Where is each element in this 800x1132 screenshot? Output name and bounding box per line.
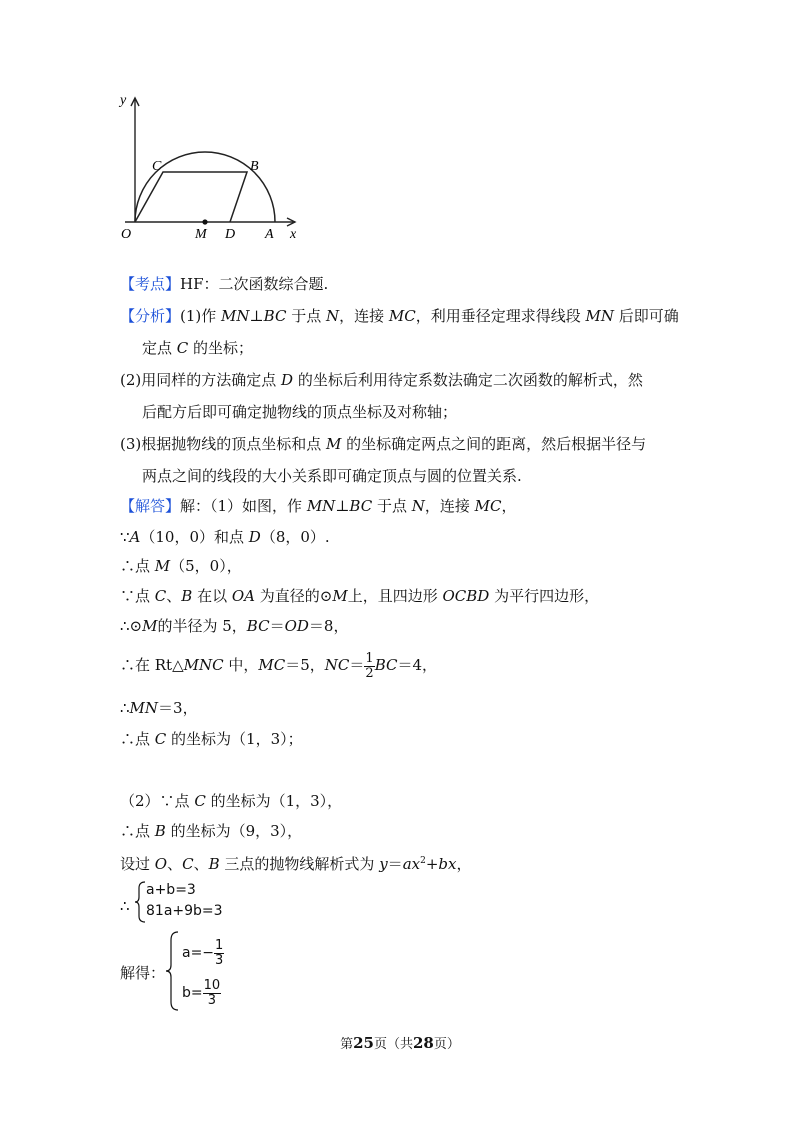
var: MNC xyxy=(183,656,224,674)
text: 的半径为 5， xyxy=(157,617,247,635)
label-m: M xyxy=(195,227,207,242)
label-c: C xyxy=(152,159,162,174)
var: BC xyxy=(263,307,287,325)
fenxi-line-4: 后配方后即可确定抛物线的顶点坐标及对称轴； xyxy=(142,403,458,421)
var: MC xyxy=(388,307,416,325)
var: M xyxy=(142,617,158,635)
text: (1)作 xyxy=(180,307,222,325)
jieda-line-5 xyxy=(120,616,348,636)
text: ∴点 xyxy=(120,822,155,840)
fenxi-tag: 【分析】 xyxy=(120,307,181,325)
text: 第 xyxy=(340,1037,354,1052)
text: 为直径的⊙ xyxy=(255,587,333,605)
label-a: A xyxy=(265,227,274,242)
brace-2 xyxy=(166,930,180,1012)
text: ＝5， xyxy=(285,656,325,674)
var: M xyxy=(332,587,348,605)
text: 的坐标后利用待定系数法确定二次函数的解析式，然 xyxy=(293,371,643,389)
text: 为平行四边形， xyxy=(489,587,600,605)
jieda-line-3 xyxy=(120,556,242,576)
var: ax xyxy=(402,855,421,873)
jieda-line-6 xyxy=(120,650,437,681)
equation-2: 81a+9b=3 xyxy=(146,903,223,919)
var: B xyxy=(208,855,220,873)
var: C xyxy=(182,855,194,873)
text: ，连接 xyxy=(339,307,389,325)
fenxi-line-2 xyxy=(142,338,253,358)
text: 的坐标为（9，3）， xyxy=(165,822,303,840)
var: A xyxy=(129,528,141,546)
var: OA xyxy=(231,587,255,605)
kaodian-text: HF：二次函数综合题. xyxy=(180,275,329,293)
solution-a xyxy=(182,936,224,970)
var: MC xyxy=(258,656,286,674)
jieda-line-1 xyxy=(120,496,517,516)
var: C xyxy=(194,792,206,810)
var: D xyxy=(248,528,261,546)
label-y: y xyxy=(120,93,127,108)
var: MN xyxy=(585,307,614,325)
text: + xyxy=(425,855,439,873)
var: BC xyxy=(349,497,373,515)
page-footer xyxy=(0,1033,800,1052)
parallelogram-ocbd xyxy=(135,172,247,222)
var: y xyxy=(379,855,388,873)
denominator: 3 xyxy=(207,992,217,1008)
fenxi-line-6: 两点之间的线段的大小关系即可确定顶点与圆的位置关系. xyxy=(142,467,522,485)
text: 解：（1）如图，作 xyxy=(180,497,307,515)
text: ∵点 xyxy=(120,587,155,605)
text: ∴在 Rt△ xyxy=(120,656,184,674)
var: O xyxy=(154,855,168,873)
var: MN xyxy=(129,699,159,717)
text: ＝8， xyxy=(308,617,349,635)
text: ∴ xyxy=(120,699,130,717)
var: N xyxy=(325,307,340,325)
text: 上，且四边形 xyxy=(347,587,443,605)
perp-symbol: ⊥ xyxy=(335,497,350,515)
var: OCBD xyxy=(442,587,490,605)
label-o: O xyxy=(121,227,132,242)
denominator: 2 xyxy=(365,665,374,681)
text: 的坐标为（1，3）； xyxy=(166,730,303,748)
var: MN xyxy=(306,497,336,515)
text: ∵ xyxy=(120,528,130,546)
text: ＝ xyxy=(349,656,365,674)
fraction-one-third xyxy=(214,939,224,968)
text: b= xyxy=(182,985,203,1001)
text: ＝ xyxy=(387,855,403,873)
var: M xyxy=(154,557,171,575)
text: ＝4， xyxy=(397,656,438,674)
var: N xyxy=(411,497,425,515)
superscript: 2 xyxy=(420,856,426,866)
text: ，连接 xyxy=(424,497,475,515)
text: a=− xyxy=(182,945,215,961)
var: OD xyxy=(284,617,309,635)
page-number: 25 xyxy=(353,1034,374,1052)
text: 的坐标为（1，3）， xyxy=(205,792,343,810)
text: 在以 xyxy=(192,587,232,605)
text: 于点 xyxy=(286,307,326,325)
text: 于点 xyxy=(372,497,412,515)
solve-label: 解得： xyxy=(120,964,166,982)
label-d: D xyxy=(225,227,236,242)
text: ∴点 xyxy=(120,730,155,748)
fraction-half xyxy=(364,652,374,681)
solution-b xyxy=(182,976,221,1010)
var: MC xyxy=(474,497,502,515)
jieda-line-2 xyxy=(120,527,330,547)
var: C xyxy=(154,730,167,748)
center-point-m xyxy=(202,219,207,224)
jieda-line-7 xyxy=(120,698,198,718)
total-pages: 28 xyxy=(413,1034,434,1052)
text: ∴⊙ xyxy=(120,617,143,635)
jieda-line-4 xyxy=(120,586,599,606)
text: 、 xyxy=(193,855,209,873)
text: 、 xyxy=(166,587,182,605)
semicircle-figure xyxy=(0,0,800,260)
fraction-ten-thirds xyxy=(203,979,222,1008)
text: ∴点 xyxy=(120,557,155,575)
jieda-line-8 xyxy=(120,729,303,749)
text: 后即可确 xyxy=(613,307,679,325)
jieda-line-9 xyxy=(120,791,342,811)
jieda-line-11 xyxy=(120,851,471,874)
text: ， xyxy=(456,855,472,873)
text: （2）∵点 xyxy=(120,792,195,810)
fenxi-line-5 xyxy=(120,434,646,454)
text: （8，0）. xyxy=(260,528,330,546)
denominator: 3 xyxy=(215,952,224,968)
text: 中， xyxy=(223,656,259,674)
var: B xyxy=(154,822,166,840)
fenxi-line-3 xyxy=(120,370,643,390)
var: BC xyxy=(374,656,398,674)
kaodian-tag: 【考点】 xyxy=(120,275,181,293)
text: 的坐标确定两点之间的距离，然后根据半径与 xyxy=(341,435,647,453)
text: （5，0）， xyxy=(170,557,242,575)
text: ＝ xyxy=(269,617,285,635)
text: （10，0）和点 xyxy=(140,528,249,546)
text: 页） xyxy=(433,1037,460,1052)
var: M xyxy=(326,435,342,453)
var: B xyxy=(181,587,193,605)
var: C xyxy=(154,587,167,605)
kaodian-line xyxy=(120,274,328,294)
numerator: 1 xyxy=(365,650,374,666)
text: ，利用垂径定理求得线段 xyxy=(415,307,586,325)
text: ， xyxy=(501,497,517,515)
label-b: B xyxy=(250,159,259,174)
numerator: 1 xyxy=(215,937,224,953)
var: C xyxy=(176,339,189,357)
var: bx xyxy=(438,855,457,873)
var: D xyxy=(281,371,294,389)
var: BC xyxy=(246,617,270,635)
var: NC xyxy=(324,656,350,674)
fenxi-line-1 xyxy=(120,306,679,326)
text: (2)用同样的方法确定点 xyxy=(120,371,282,389)
numerator: 10 xyxy=(203,977,221,993)
text: 设过 xyxy=(120,855,155,873)
jieda-tag: 【解答】 xyxy=(120,497,181,515)
equation-1: a+b=3 xyxy=(146,882,196,898)
text: 、 xyxy=(167,855,183,873)
var: MN xyxy=(221,307,250,325)
perp-symbol: ⊥ xyxy=(249,307,264,325)
text: 的坐标； xyxy=(188,339,254,357)
text: 页（共 xyxy=(373,1037,413,1052)
therefore-symbol: ∴ xyxy=(120,897,130,915)
text: (3)根据抛物线的顶点坐标和点 xyxy=(120,435,327,453)
text: 三点的抛物线解析式为 xyxy=(219,855,380,873)
text: ＝3， xyxy=(158,699,198,717)
text: 定点 xyxy=(142,339,177,357)
jieda-line-10 xyxy=(120,821,302,841)
label-x: x xyxy=(290,227,297,242)
